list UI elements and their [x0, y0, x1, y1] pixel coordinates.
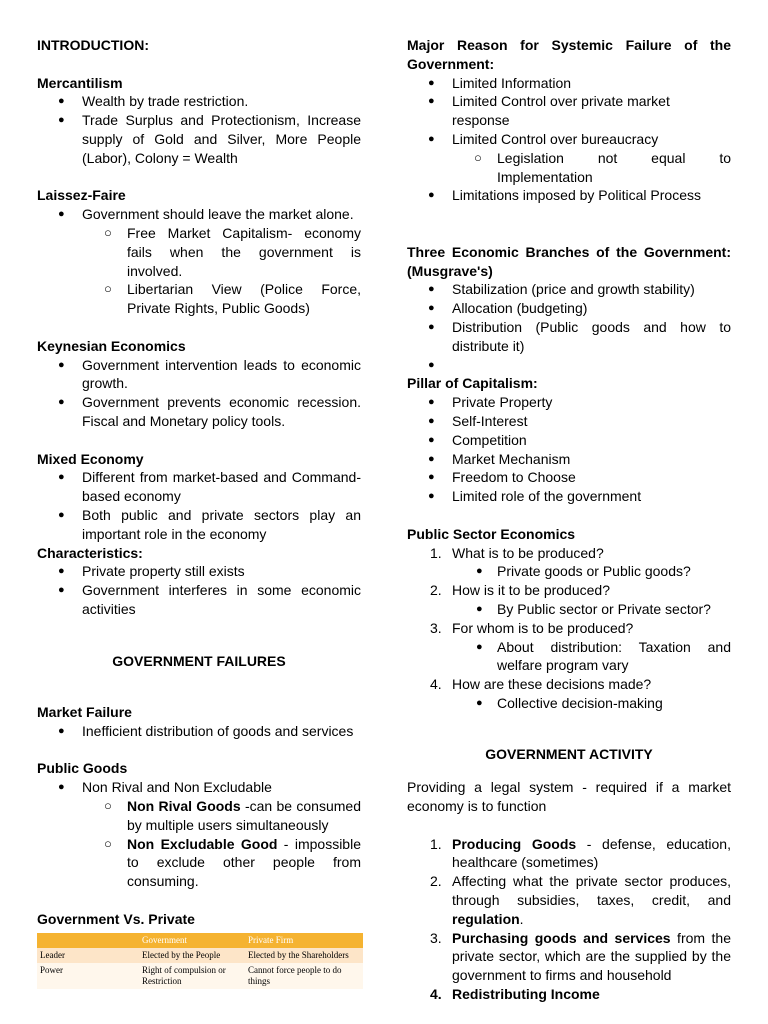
item-text: Affecting what the private sector produces, through subsidies, taxes, credit, and	[452, 873, 731, 909]
list-item: ● Trade Surplus and Protectionism, Increase supply of Gold and Silver, More People (Labor), Colony = Wealth	[37, 111, 361, 167]
public-sector-list	[407, 544, 731, 563]
list-item	[407, 581, 731, 600]
laissez-faire-heading: Laissez-Faire	[37, 187, 126, 204]
government-failures-heading: GOVERNMENT FAILURES	[112, 652, 286, 669]
mixed-economy-heading: Mixed Economy	[37, 450, 144, 467]
list-item: ● Government interferes in some economic activities	[37, 581, 361, 619]
public-sector-list	[407, 581, 731, 600]
public-goods-list	[37, 778, 361, 797]
major-reason-heading: Major Reason for Systemic Failure of the Government:	[407, 37, 731, 72]
list-item: ● Wealth by trade restriction.	[37, 92, 361, 111]
table-cell: Cannot force people to do things	[245, 963, 363, 989]
public-sector-sublist	[407, 600, 731, 619]
list-item	[407, 544, 731, 563]
item-number: 3.	[430, 619, 442, 636]
item-text: For whom is to be produced?	[452, 619, 634, 636]
item-bold-text: regulation	[452, 910, 520, 927]
list-item	[407, 675, 731, 694]
public-sector-sublist	[407, 638, 731, 676]
table-header-row	[37, 933, 363, 948]
table-cell: Leader	[37, 948, 139, 963]
list-item: ● Government intervention leads to economic growth.	[37, 356, 361, 394]
market-failure-list	[37, 722, 361, 741]
item-text: .	[519, 910, 524, 927]
government-vs-private-heading: Government Vs. Private	[37, 910, 195, 927]
table-cell: Right of compulsion or Restriction	[139, 963, 245, 989]
table-cell: Elected by the Shareholders	[245, 948, 363, 963]
sub-list-item: ○ Free Market Capitalism- economy fails when the government is involved.	[37, 224, 361, 280]
list-item: ● Different from market-based and Command-based economy	[37, 468, 361, 506]
list-item: ● Limitations imposed by Political Process	[407, 186, 731, 205]
list-item: ● Government should leave the market alone.	[37, 205, 361, 224]
public-sector-list	[407, 675, 731, 694]
list-item: ● Limited role of the government	[407, 487, 731, 506]
item-number: 1.	[430, 835, 442, 852]
table-header-cell	[37, 933, 139, 948]
market-failure-heading: Market Failure	[37, 704, 132, 721]
list-item: ● Government prevents economic recession. Fiscal and Monetary policy tools.	[37, 393, 361, 431]
item-text: - defense, education, healthcare (sometimes)	[452, 835, 731, 871]
list-item	[407, 872, 731, 928]
mixed-economy-list	[37, 468, 361, 543]
public-goods-heading: Public Goods	[37, 760, 128, 777]
list-item: ● Limited Control over bureaucracy	[407, 130, 731, 149]
sub-list-item: ● About distribution: Taxation and welfare program vary	[407, 638, 731, 676]
table-header-cell: Government	[139, 933, 245, 948]
list-item	[407, 619, 731, 638]
public-sector-sublist	[407, 694, 731, 713]
keynesian-heading: Keynesian Economics	[37, 337, 186, 354]
list-item: ● Freedom to Choose	[407, 468, 731, 487]
major-reason-list-end	[407, 186, 731, 205]
laissez-faire-sublist	[37, 224, 361, 318]
list-item: ● Competition	[407, 431, 731, 450]
non-excludable-good-definition: - impossible to exclude other people from consuming.	[127, 835, 361, 890]
characteristics-heading: Characteristics:	[37, 544, 143, 561]
table-cell: Elected by the People	[139, 948, 245, 963]
list-item: ● Self-Interest	[407, 412, 731, 431]
public-sector-list	[407, 619, 731, 638]
item-text: How are these decisions made?	[452, 676, 652, 693]
list-item	[407, 835, 731, 873]
item-bold-text: Redistributing Income	[452, 986, 600, 1003]
item-number: 2.	[430, 873, 442, 890]
major-reason-sublist	[407, 149, 731, 187]
non-rival-goods-definition: -can be consumed by multiple users simultaneously	[127, 798, 361, 833]
sub-list-item	[37, 797, 361, 835]
item-bold-text: Purchasing goods and services	[452, 929, 671, 946]
intro-heading: INTRODUCTION:	[37, 37, 149, 53]
characteristics-list	[37, 562, 361, 618]
sub-list-item: ● Private goods or Public goods?	[407, 562, 731, 581]
government-vs-private-table	[37, 933, 363, 989]
item-text: from the private sector, which are the supplied by the government to firms and household	[452, 929, 731, 984]
public-goods-sublist	[37, 797, 361, 891]
list-item	[407, 985, 731, 1004]
sub-list-item: ● By Public sector or Private sector?	[407, 600, 731, 619]
list-item: ● Market Mechanism	[407, 450, 731, 469]
empty-list-item	[407, 356, 731, 375]
list-item: ● Private property still exists	[37, 562, 361, 581]
sub-list-item: ○ Libertarian View (Police Force, Private Rights, Public Goods)	[37, 280, 361, 318]
item-text: How is it to be produced?	[452, 582, 610, 599]
item-number: 2.	[430, 582, 442, 599]
list-item: ● Non Rival and Non Excludable	[37, 778, 361, 797]
public-sector-sublist	[407, 562, 731, 581]
government-activity-list	[407, 835, 731, 1004]
table-row	[37, 948, 363, 963]
table-header-cell: Private Firm	[245, 933, 363, 948]
public-sector-economics-heading: Public Sector Economics	[407, 525, 576, 542]
sub-list-item: ○ Legislation not equal to Implementation	[407, 149, 731, 187]
list-item: ● Allocation (budgeting)	[407, 299, 731, 318]
list-item: ● Limited Information	[407, 74, 731, 93]
item-text: What is to be produced?	[452, 544, 604, 561]
major-reason-list	[407, 74, 731, 149]
pillar-list	[407, 393, 731, 506]
non-excludable-good-term: Non Excludable Good	[127, 835, 278, 852]
mercantilism-list	[37, 92, 361, 167]
sub-list-item	[37, 835, 361, 891]
list-item: ● Both public and private sectors play an important role in the economy	[37, 506, 361, 544]
list-item: ● Private Property	[407, 393, 731, 412]
sub-list-item: ● Collective decision-making	[407, 694, 731, 713]
table-row	[37, 963, 363, 989]
non-rival-goods-term: Non Rival Goods	[127, 798, 241, 815]
list-item: ● Distribution (Public goods and how to distribute it)	[407, 318, 731, 356]
list-item: ● Inefficient distribution of goods and services	[37, 722, 361, 741]
list-item: ● Limited Control over private market response	[407, 92, 731, 130]
right-column	[407, 36, 731, 1004]
pillar-of-capitalism-heading: Pillar of Capitalism:	[407, 375, 538, 392]
item-number: 3.	[430, 929, 442, 946]
left-column	[37, 36, 361, 989]
table-cell: Power	[37, 963, 139, 989]
mercantilism-heading: Mercantilism	[37, 74, 123, 91]
government-activity-intro: Providing a legal system - required if a market economy is to function	[407, 779, 731, 815]
keynesian-list	[37, 356, 361, 431]
government-activity-heading: GOVERNMENT ACTIVITY	[485, 746, 653, 763]
item-number: 1.	[430, 544, 442, 561]
item-bold-text: Producing Goods	[452, 835, 577, 852]
three-branches-heading: Three Economic Branches of the Government: (Musgrave's)	[407, 243, 731, 279]
laissez-faire-list	[37, 205, 361, 224]
list-item	[407, 929, 731, 985]
item-number: 4.	[430, 676, 442, 693]
item-number: 4.	[430, 986, 442, 1003]
three-branches-list	[407, 280, 731, 374]
list-item: ● Stabilization (price and growth stability)	[407, 280, 731, 299]
